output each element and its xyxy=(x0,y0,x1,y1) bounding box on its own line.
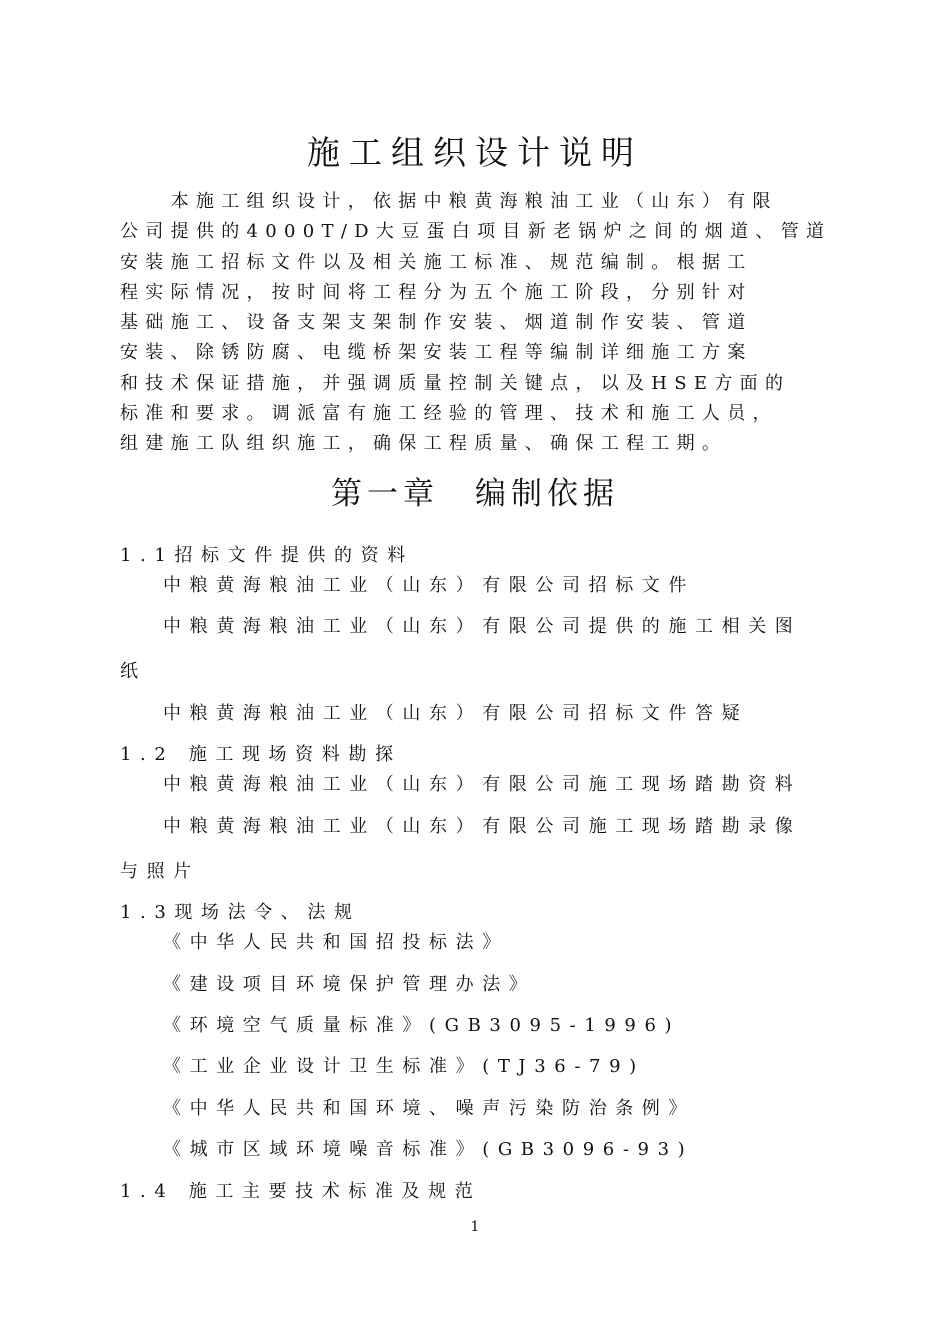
list-item: 中粮黄海粮油工业（山东）有限公司施工现场踏勘录像 xyxy=(163,816,802,837)
list-item: 《工业企业设计卫生标准》(TJ36-79) xyxy=(163,1056,645,1077)
list-item: 《建设项目环境保护管理办法》 xyxy=(163,974,536,995)
intro-line: 基础施工、设备支架支架制作安装、烟道制作安装、管道 xyxy=(120,312,753,334)
intro-line: 和技术保证措施，并强调质量控制关键点，以及HSE方面的 xyxy=(120,372,791,394)
section-heading: 1.1招标文件提供的资料 xyxy=(120,545,414,566)
section-heading: 1.2 施工现场资料勘探 xyxy=(120,744,402,765)
list-item: 中粮黄海粮油工业（山东）有限公司提供的施工相关图 xyxy=(163,616,802,637)
list-item: 中粮黄海粮油工业（山东）有限公司施工现场踏勘资料 xyxy=(163,774,802,795)
list-item: 与照片 xyxy=(120,861,200,882)
intro-line: 组建施工队组织施工，确保工程质量、确保工程工期。 xyxy=(120,433,728,455)
intro-line: 标准和要求。调派富有施工经验的管理、技术和施工人员， xyxy=(120,403,778,425)
intro-line: 安装施工招标文件以及相关施工标准、规范编制。根据工 xyxy=(120,251,753,273)
page-number: 1 xyxy=(470,1219,480,1235)
intro-line: 本施工组织设计，依据中粮黄海粮油工业（山东）有限 xyxy=(120,191,778,212)
intro-line: 安装、除锈防腐、电缆桥架安装工程等编制详细施工方案 xyxy=(120,342,753,364)
section-heading: 1.4 施工主要技术标准及规范 xyxy=(120,1181,482,1202)
list-item: 中粮黄海粮油工业（山东）有限公司招标文件 xyxy=(163,575,695,596)
list-item: 《城市区域环境噪音标准》(GB3096-93) xyxy=(163,1139,694,1160)
list-item: 纸 xyxy=(120,661,147,682)
list-item: 《环境空气质量标准》(GB3095-1996) xyxy=(163,1015,681,1036)
intro-paragraph xyxy=(120,187,880,460)
document-title: 施工组织设计说明 xyxy=(307,133,643,172)
intro-line: 程实际情况，按时间将工程分为五个施工阶段，分别针对 xyxy=(120,281,753,303)
list-item: 《中华人民共和国招投标法》 xyxy=(163,932,509,953)
section-heading: 1.3现场法令、法规 xyxy=(120,902,361,923)
list-item: 中粮黄海粮油工业（山东）有限公司招标文件答疑 xyxy=(163,703,749,724)
intro-line: 公司提供的4000T/D大豆蛋白项目新老锅炉之间的烟道、管道 xyxy=(120,221,832,243)
chapter-title: 第一章 编制依据 xyxy=(331,476,619,512)
list-item: 《中华人民共和国环境、噪声污染防治条例》 xyxy=(163,1098,695,1119)
